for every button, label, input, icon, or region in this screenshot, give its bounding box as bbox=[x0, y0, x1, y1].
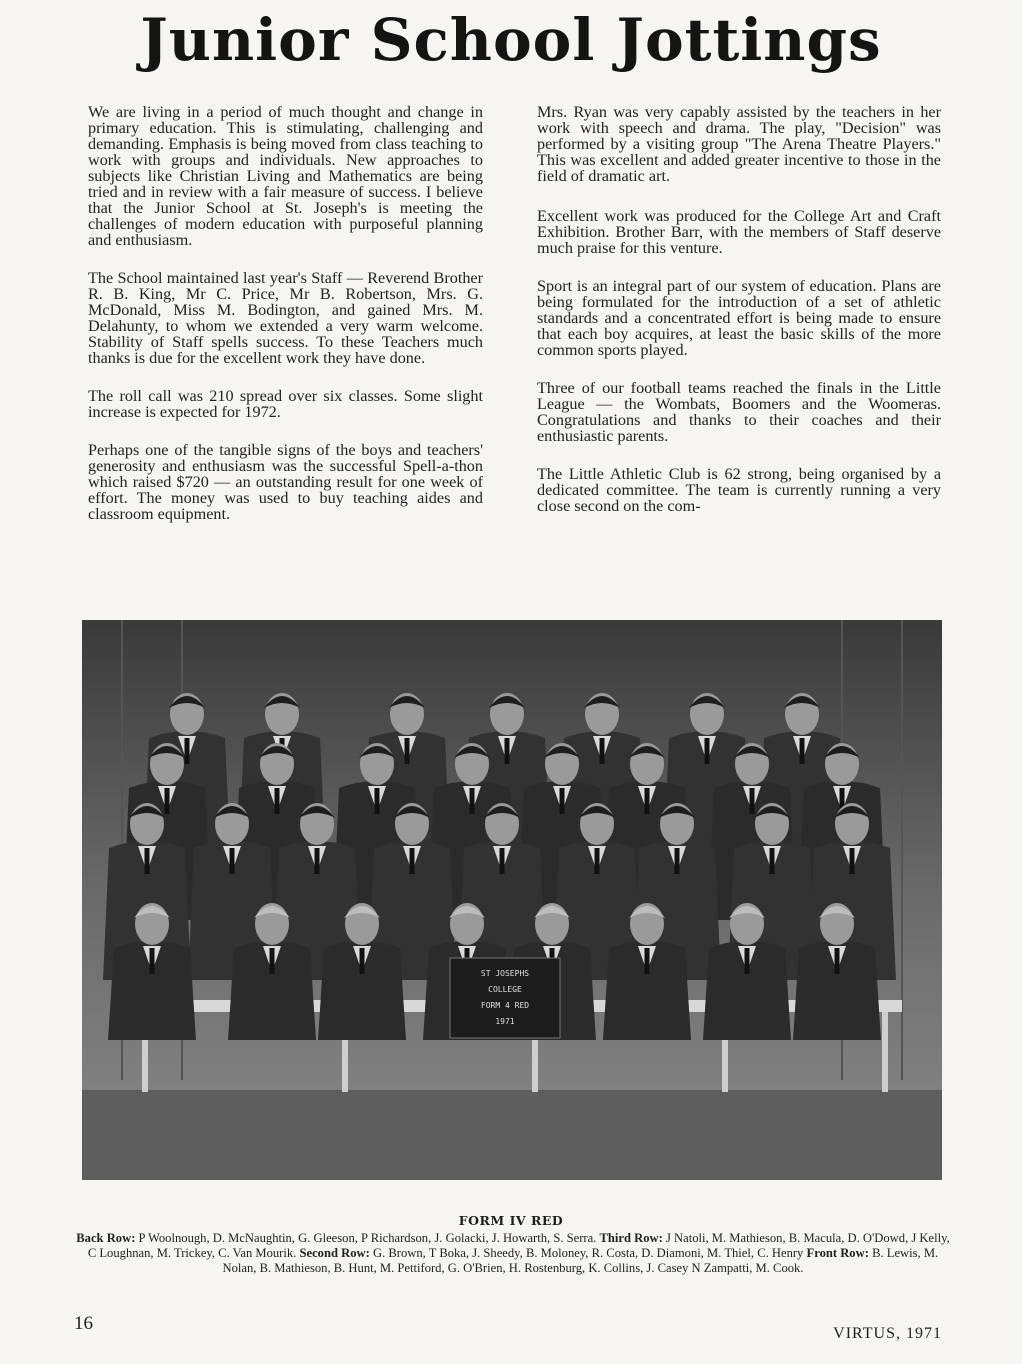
student-tie bbox=[505, 738, 510, 764]
paragraph: Mrs. Ryan was very capably assisted by the teachers in her work with speech and drama. The play, "Decision" was performed by a visiting group "The Arena Theatre Players." This was excellent and added greater incentive to those in the field of dramatic art. bbox=[537, 103, 941, 185]
photo-caption bbox=[76, 1231, 950, 1276]
sign-line: 1971 bbox=[495, 1017, 515, 1026]
student-tie bbox=[470, 788, 475, 814]
student-tie bbox=[675, 848, 680, 874]
row-names: G. Brown, T Boka, J. Sheedy, B. Moloney, R. Costa, D. Diamoni, M. Thiel, C. Henry bbox=[372, 1246, 804, 1260]
student-tie bbox=[750, 788, 755, 814]
student-tie bbox=[800, 738, 805, 764]
student-tie bbox=[405, 738, 410, 764]
page-title: Junior School Jottings bbox=[140, 6, 882, 74]
student-tie bbox=[835, 948, 840, 974]
paragraph: We are living in a period of much thought and change in primary education. This is stimulating, challenging and demanding. Emphasis is being moved from class teaching to work with groups and individuals. New approaches to subjects like Christian Living and Mathematics are being tried and in review with a fair measure of success. I believe that the Junior School at St. Joseph's is meeting the challenges of modern education with purposeful planning and enthusiasm. bbox=[88, 103, 483, 249]
row-names: J Natoli, M. Mathieson, B. Macula, D. O'Dowd, J Kelly, C Loughnan, M. Trickey, C. Van Mourik. bbox=[87, 1231, 950, 1260]
student-tie bbox=[185, 738, 190, 764]
paragraph: Perhaps one of the tangible signs of the boys and teachers' generosity and enthusiasm was the successful Spell-a-thon which raised $720 — an outstanding result for one week of effort. The money was used to buy teaching aides and classroom equipment. bbox=[88, 441, 483, 523]
sign-line: COLLEGE bbox=[488, 985, 522, 994]
row-label: Second Row: bbox=[299, 1246, 370, 1260]
student-tie bbox=[560, 788, 565, 814]
student-tie bbox=[275, 788, 280, 814]
publication-name: VIRTUS, 1971 bbox=[833, 1325, 942, 1342]
row-names: B. Lewis, M. Nolan, B. Mathieson, B. Hunt, M. Pettiford, G. O'Brien, H. Rostenburg, K. Collins, J. Casey N Zampatti, M. Cook. bbox=[222, 1246, 939, 1275]
student-tie bbox=[360, 948, 365, 974]
student-tie bbox=[745, 948, 750, 974]
student-tie bbox=[600, 738, 605, 764]
student-tie bbox=[850, 848, 855, 874]
class-photo-illustration bbox=[82, 620, 942, 1180]
caption-title: FORM IV RED bbox=[458, 1213, 564, 1228]
class-sign bbox=[450, 958, 560, 1038]
row-label: Front Row: bbox=[806, 1246, 869, 1260]
row-label: Back Row: bbox=[76, 1231, 136, 1245]
student-tie bbox=[315, 848, 320, 874]
student-tie bbox=[410, 848, 415, 874]
student-tie bbox=[165, 788, 170, 814]
student-tie bbox=[645, 788, 650, 814]
class-photo bbox=[82, 620, 942, 1180]
student-tie bbox=[595, 848, 600, 874]
student-tie bbox=[230, 848, 235, 874]
left-column bbox=[88, 104, 483, 544]
page-number: 16 bbox=[74, 1313, 93, 1334]
paragraph: Excellent work was produced for the College Art and Craft Exhibition. Brother Barr, with the members of Staff deserve much praise for this venture. bbox=[537, 207, 941, 257]
student-tie bbox=[500, 848, 505, 874]
student-tie bbox=[770, 848, 775, 874]
paragraph: Three of our football teams reached the finals in the Little League — the Wombats, Boomers and the Woomeras. Congratulations and thanks to their coaches and their enthusiastic parents. bbox=[537, 379, 941, 445]
sign-line: ST JOSEPHS bbox=[480, 969, 530, 978]
row-names: P Woolnough, D. McNaughtin, G. Gleeson, P Richardson, J. Golacki, J. Howarth, S. Serra. bbox=[138, 1231, 597, 1245]
paragraph: The Little Athletic Club is 62 strong, being organised by a dedicated committee. The team is currently running a very close second on the com- bbox=[537, 465, 941, 515]
student-tie bbox=[150, 948, 155, 974]
paragraph: Sport is an integral part of our system of education. Plans are being formulated for the introduction of a set of athletic standards and a concentrated effort is being made to ensure that each boy acquires, at least the basic skills of the more common sports played. bbox=[537, 277, 941, 359]
paragraph: The School maintained last year's Staff — Reverend Brother R. B. King, Mr C. Price, Mr B. Robertson, Mrs. G. McDonald, Miss M. Bodington, and gained Mrs. M. Delahunty, to whom we extended a very warm welcome. Stability of Staff spells success. To these Teachers much thanks is due for the excellent work they have done. bbox=[88, 269, 483, 367]
student-tie bbox=[145, 848, 150, 874]
student-tie bbox=[270, 948, 275, 974]
student-tie bbox=[375, 788, 380, 814]
student-tie bbox=[705, 738, 710, 764]
right-column bbox=[537, 104, 941, 536]
student-tie bbox=[645, 948, 650, 974]
row-label: Third Row: bbox=[599, 1231, 663, 1245]
paragraph: The roll call was 210 spread over six classes. Some slight increase is expected for 1972. bbox=[88, 387, 483, 421]
sign-line: FORM 4 RED bbox=[480, 1001, 530, 1010]
